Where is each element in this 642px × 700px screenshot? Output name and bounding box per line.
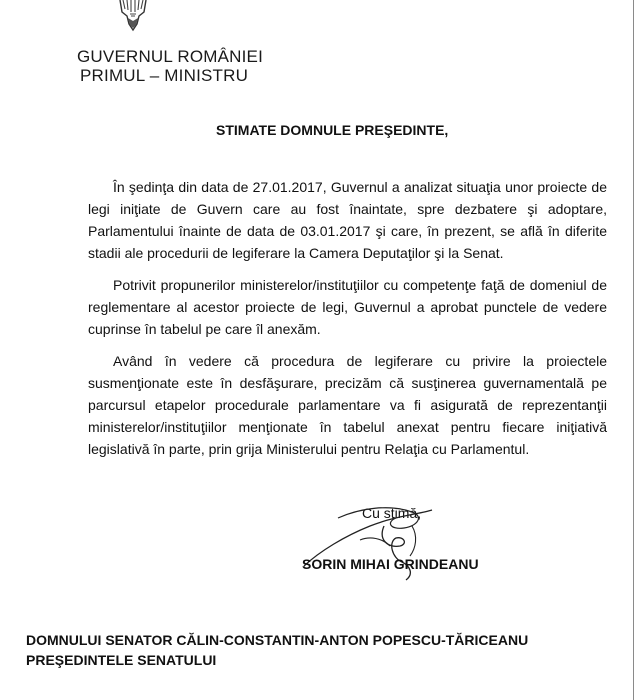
signer-name: SORIN MIHAI GRINDEANU xyxy=(302,556,479,572)
body-paragraph: Având în vedere că procedura de legiferare cu privire la proiectele susmenţionate este în desfăşurare, precizăm că susţinerea guvernamentală pe parcursul etapelor procedurale parlamentare va fi asigurată de reprezentanţii ministerelor/instituţiilor menţionate în tabelul anexat pentru fiecare iniţiativă legislativă în parte, prin grija Ministerului pentru Relaţia cu Parlamentul. xyxy=(88,353,607,457)
letter-body xyxy=(88,176,607,470)
addressee-title: PREŞEDINTELE SENATULUI xyxy=(26,652,217,668)
closing-phrase: Cu stimă, xyxy=(362,505,422,521)
government-title: GUVERNUL ROMÂNIEI xyxy=(77,47,264,66)
addressee-name: DOMNULUI SENATOR CĂLIN-CONSTANTIN-ANTON POPESCU-TĂRICEANU xyxy=(26,632,529,648)
body-paragraph: Potrivit propunerilor ministerelor/instituţiilor cu competenţe faţă de domeniul de reglementare al acestor proiecte de legi, Guvernul a aprobat punctele de vedere cuprinse în tabelul pe care îl anexăm. xyxy=(88,277,607,337)
office-title: PRIMUL – MINISTRU xyxy=(80,66,249,85)
page-edge-divider xyxy=(633,0,634,700)
addressee-block xyxy=(26,630,528,670)
salutation: STIMATE DOMNULE PREŞEDINTE, xyxy=(216,122,449,138)
coat-of-arms-icon xyxy=(118,0,148,34)
body-paragraph: În şedinţa din data de 27.01.2017, Guvernul a analizat situaţia unor proiecte de legi iniţiate de Guvern care au fost înaintate, spre dezbatere şi adoptare, Parlamentului înainte de data de 03.01.2017 şi care, în prezent, se află în diferite stadii ale procedurii de legiferare la Camera Deputaţilor şi la Senat. xyxy=(88,179,607,261)
